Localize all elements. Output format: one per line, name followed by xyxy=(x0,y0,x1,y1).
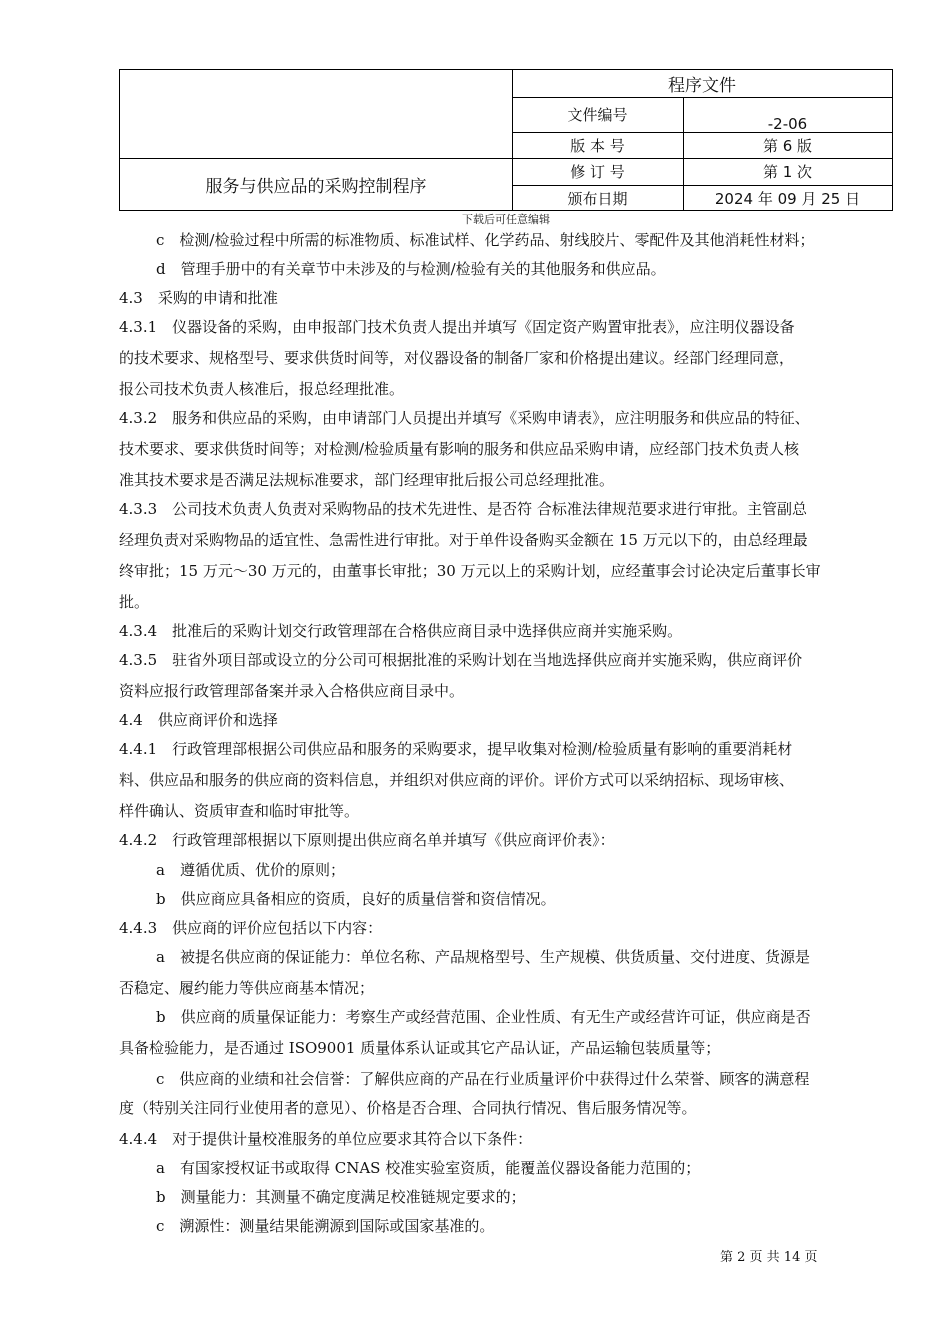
text-line: 料、供应品和服务的供应商的资料信息，并组织对供应商的评价。评价方式可以采纳招标、现场审核、 xyxy=(119,771,795,789)
text-line: 的技术要求、规格型号、要求供货时间等，对仪器设备的制备厂家和价格提出建议。经部门经理同意， xyxy=(119,349,795,367)
text-line: 4.3.2 服务和供应品的采购，由申请部门人员提出并填写《采购申请表》，应注明服务和供应品的特征、 xyxy=(119,409,810,427)
value-doc-number: -2-06 xyxy=(767,114,808,133)
text-line: 度（特别关注同行业使用者的意见）、价格是否合理、合同执行情况、售后服务情况等。 xyxy=(119,1099,697,1117)
text-line: 技术要求、要求供货时间等；对检测/检验质量有影响的服务和供应品采购申请，应经部门技术负责人核 xyxy=(119,440,800,458)
text-line: 资料应报行政管理部备案并录入合格供应商目录中。 xyxy=(119,682,465,700)
text-line: 批。 xyxy=(119,593,150,611)
value-version: 第 6 版 xyxy=(762,136,813,155)
list-item: c 溯源性：测量结果能溯源到国际或国家基准的。 xyxy=(156,1217,495,1235)
text-line: 4.4.3 供应商的评价应包括以下内容： xyxy=(119,919,383,937)
text-line: 样件确认、资质审查和临时审批等。 xyxy=(119,802,360,820)
list-item: a 有国家授权证书或取得 CNAS 校准实验室资质，能覆盖仪器设备能力范围的； xyxy=(156,1159,701,1177)
list-item: a 遵循优质、优价的原则； xyxy=(156,861,345,879)
watermark-text: 下载后可任意编辑 xyxy=(462,213,550,226)
text-line: 经理负责对采购物品的适宜性、急需性进行审批。对于单件设备购买金额在 15 万元以下的，由总经理最 xyxy=(119,531,808,549)
text-line: 报公司技术负责人核准后，报总经理批准。 xyxy=(119,380,405,398)
text-line: 4.3.1 仪器设备的采购，由申报部门技术负责人提出并填写《固定资产购置审批表》，应注明仪器设备 xyxy=(119,318,795,336)
text-line: 具备检验能力，是否通过 ISO9001 质量体系认证或其它产品认证，产品运输包装质量等； xyxy=(119,1039,721,1057)
text-line: 终审批；15 万元～30 万元的，由董事长审批；30 万元以上的采购计划，应经董事会讨论决定后董事长审 xyxy=(119,562,821,580)
header-table xyxy=(119,69,893,211)
section-heading: 4.3 采购的申请和批准 xyxy=(119,289,278,307)
text-line: 4.3.3 公司技术负责人负责对采购物品的技术先进性、是否符 合标准法律规范要求进行审批。主管副总 xyxy=(119,500,807,518)
label-revision: 修 订 号 xyxy=(570,163,625,181)
text-line: 准其技术要求是否满足法规标准要求，部门经理审批后报公司总经理批准。 xyxy=(119,471,615,489)
label-version: 版 本 号 xyxy=(570,136,625,155)
document-title: 服务与供应品的采购控制程序 xyxy=(205,176,427,197)
text-line: c 检测/检验过程中所需的标准物质、标准试样、化学药品、射线胶片、零配件及其他消耗性材料； xyxy=(156,231,815,249)
text-line: 4.3.5 驻省外项目部或设立的分公司可根据批准的采购计划在当地选择供应商并实施采购，供应商评价 xyxy=(119,651,803,669)
value-issue-date: 2024 年 09 月 25 日 xyxy=(714,189,861,208)
text-line: 4.4.1 行政管理部根据公司供应品和服务的采购要求，提早收集对检测/检验质量有影响的重要消耗材 xyxy=(119,740,793,758)
text-line: d 管理手册中的有关章节中未涉及的与检测/检验有关的其他服务和供应品。 xyxy=(156,260,666,278)
document-category: 程序文件 xyxy=(668,76,736,96)
section-heading: 4.4 供应商评价和选择 xyxy=(119,711,278,729)
label-doc-number: 文件编号 xyxy=(567,106,628,124)
list-item: b 供应商的质量保证能力：考察生产或经营范围、企业性质、有无生产或经营许可证，供应商是否 xyxy=(156,1008,811,1026)
list-item: b 测量能力：其测量不确定度满足校准链规定要求的； xyxy=(156,1188,526,1206)
list-item: a 被提名供应商的保证能力：单位名称、产品规格型号、生产规模、供货质量、交付进度、货源是 xyxy=(156,948,810,966)
text-line: 4.4.2 行政管理部根据以下原则提出供应商名单并填写《供应商评价表》： xyxy=(119,831,615,849)
page-number: 第 2 页 共 14 页 xyxy=(720,1250,818,1265)
value-revision: 第 1 次 xyxy=(762,163,813,181)
text-line: 否稳定、履约能力等供应商基本情况； xyxy=(119,979,375,997)
list-item: b 供应商应具备相应的资质，良好的质量信誉和资信情况。 xyxy=(156,890,556,908)
text-line: 4.3.4 批准后的采购计划交行政管理部在合格供应商目录中选择供应商并实施采购。 xyxy=(119,622,683,640)
list-item: c 供应商的业绩和社会信誉：了解供应商的产品在行业质量评价中获得过什么荣誉、顾客的满意程 xyxy=(156,1070,810,1088)
text-line: 4.4.4 对于提供计量校准服务的单位应要求其符合以下条件： xyxy=(119,1130,533,1148)
label-issue-date: 颁布日期 xyxy=(567,189,628,208)
